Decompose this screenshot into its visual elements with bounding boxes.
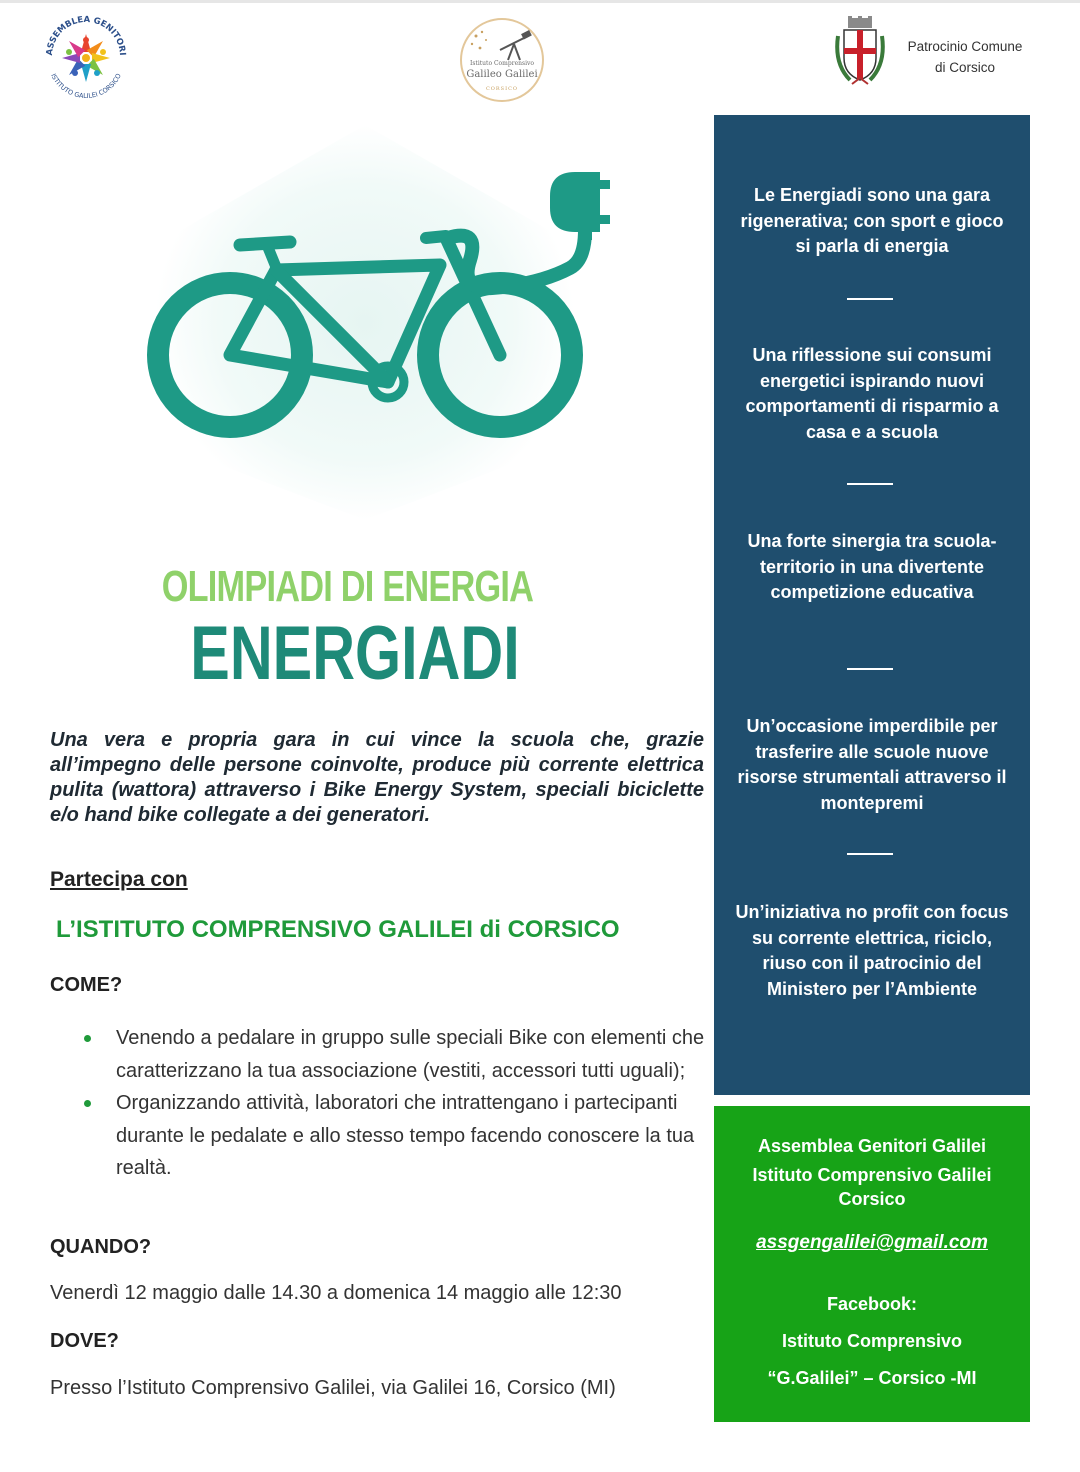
title-energiadi: ENERGIADI bbox=[190, 611, 520, 696]
facebook-label: Facebook: bbox=[826, 1294, 918, 1314]
sidebar-item-occasione: Un’occasione imperdibile per trasferire alle scuole nuove risorse strumentali attraverso il montepremi bbox=[737, 716, 1007, 813]
contact-panel bbox=[714, 1106, 1030, 1422]
dove-heading: DOVE? bbox=[50, 1330, 119, 1352]
bullet-icon bbox=[84, 1035, 91, 1042]
contact-email-link[interactable]: assgengalilei@gmail.com bbox=[756, 1232, 988, 1253]
title-olimpiadi: OLIMPIADI DI ENERGIA bbox=[161, 562, 534, 611]
intro-paragraph: Una vera e propria gara in cui vince la scuola che, grazie all’impegno delle persone coinvolte, produce più corrente elettrica pulita (wattora) attraverso i Bike Energy System, speciali biciclette e/o hand bike collegate a dei generatori. bbox=[50, 729, 704, 826]
quando-heading: QUANDO? bbox=[50, 1236, 152, 1258]
sidebar-separator bbox=[847, 668, 893, 670]
patrocinio-label bbox=[900, 36, 1030, 78]
sidebar-separator bbox=[847, 298, 893, 300]
sidebar-item-consumi: Una riflessione sui consumi energetici ispirando nuovi comportamenti di risparmio a casa e a scuola bbox=[745, 345, 999, 442]
list-item bbox=[80, 1087, 706, 1185]
list-item-text: Venendo a pedalare in gruppo sulle speciali Bike con elementi che caratterizzano la tua associazione (vestiti, accessori tutti uguali); bbox=[116, 1027, 705, 1082]
top-border bbox=[0, 0, 1080, 3]
come-heading: COME? bbox=[50, 974, 123, 996]
sidebar-item-iniziativa: Un’iniziativa no profit con focus su corrente elettrica, riciclo, riuso con il patrocinio del Ministero per l’Ambiente bbox=[735, 902, 1009, 999]
istituto-logo-line2: Galileo Galilei bbox=[466, 69, 538, 80]
dove-text: Presso l’Istituto Comprensivo Galilei, via Galilei 16, Corsico (MI) bbox=[50, 1377, 616, 1399]
contact-school: Istituto Comprensivo Galilei Corsico bbox=[752, 1165, 992, 1209]
sidebar-separator bbox=[847, 483, 893, 485]
sidebar-item-sinergia: Una forte sinergia tra scuola-territorio in una divertente competizione educativa bbox=[747, 531, 997, 602]
telescope-icon bbox=[462, 24, 542, 64]
corsico-crest-icon bbox=[832, 14, 888, 90]
istituto-logo-line3: CORSICO bbox=[485, 86, 518, 92]
list-item bbox=[80, 1022, 706, 1087]
come-list bbox=[80, 1022, 706, 1185]
assemblea-genitori-logo bbox=[38, 8, 134, 104]
sidebar-item-gara: Le Energiadi sono una gara rigenerativa; con sport e gioco si parla di energia bbox=[740, 185, 1004, 256]
electric-bicycle-plug-icon bbox=[130, 120, 610, 520]
sidebar-separator bbox=[847, 853, 893, 855]
istituto-name: L’ISTITUTO COMPRENSIVO GALILEI di CORSICO bbox=[56, 916, 620, 943]
istituto-galilei-logo bbox=[460, 18, 544, 102]
bullet-icon bbox=[84, 1100, 91, 1107]
list-item-text: Organizzando attività, laboratori che intrattengano i partecipanti durante le pedalate e allo stesso tempo facendo conoscere la tua realtà. bbox=[116, 1092, 695, 1179]
partecipa-label: Partecipa con bbox=[50, 868, 188, 891]
assemblea-logo-bottom-text: ISTITUTO GALILEI CORSICO bbox=[49, 72, 123, 101]
assemblea-logo-top-text: ASSEMBLEA GENITORI bbox=[44, 14, 128, 56]
patrocinio-line2: di Corsico bbox=[934, 60, 996, 75]
facebook-line1: Istituto Comprensivo bbox=[781, 1331, 962, 1351]
patrocinio-line1: Patrocinio Comune bbox=[907, 39, 1023, 54]
quando-text: Venerdì 12 maggio dalle 14.30 a domenica 14 maggio alle 12:30 bbox=[50, 1282, 622, 1304]
facebook-line2: “G.Galilei” – Corsico -MI bbox=[767, 1368, 977, 1388]
info-sidebar bbox=[714, 115, 1030, 1095]
contact-org: Assemblea Genitori Galilei bbox=[757, 1136, 987, 1156]
istituto-logo-line1: Istituto Comprensivo bbox=[469, 60, 534, 67]
